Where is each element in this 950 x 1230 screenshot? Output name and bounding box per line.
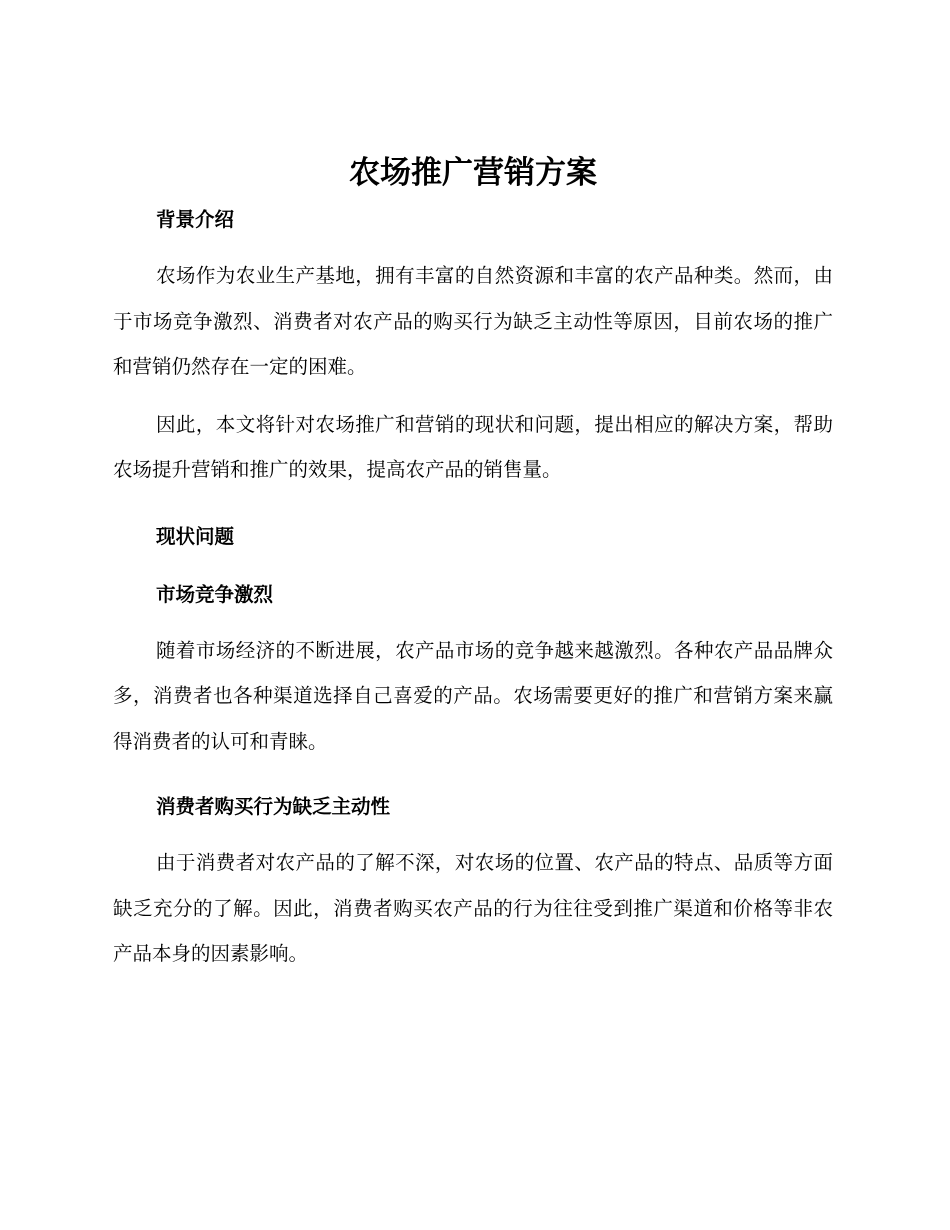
paragraph-background-1: 农场作为农业生产基地，拥有丰富的自然资源和丰富的农产品种类。然而，由于市场竞争激烈、消费者对农产品的购买行为缺乏主动性等原因，目前农场的推广和营销仍然存在一定的困难。	[113, 264, 833, 378]
subsection-heading-market-competition: 市场竞争激烈	[156, 582, 274, 606]
paragraph-consumer-behavior: 由于消费者对农产品的了解不深，对农场的位置、农产品的特点、品质等方面缺乏充分的了解。因此，消费者购买农产品的行为往往受到推广渠道和价格等非农产品本身的因素影响。	[113, 851, 833, 965]
paragraph-background-2: 因此，本文将针对农场推广和营销的现状和问题，提出相应的解决方案，帮助农场提升营销和推广的效果，提高农产品的销售量。	[113, 412, 833, 481]
document-page	[113, 150, 833, 977]
section-heading-current-issues: 现状问题	[156, 524, 235, 548]
document-title: 农场推广营销方案	[349, 155, 597, 191]
paragraph-market-competition: 随着市场经济的不断进展，农产品市场的竞争越来越激烈。各种农产品品牌众多，消费者也各种渠道选择自己喜爱的产品。农场需要更好的推广和营销方案来赢得消费者的认可和青睐。	[113, 638, 833, 753]
subsection-heading-consumer-behavior: 消费者购买行为缺乏主动性	[156, 795, 391, 818]
section-heading-background: 背景介绍	[156, 208, 235, 231]
